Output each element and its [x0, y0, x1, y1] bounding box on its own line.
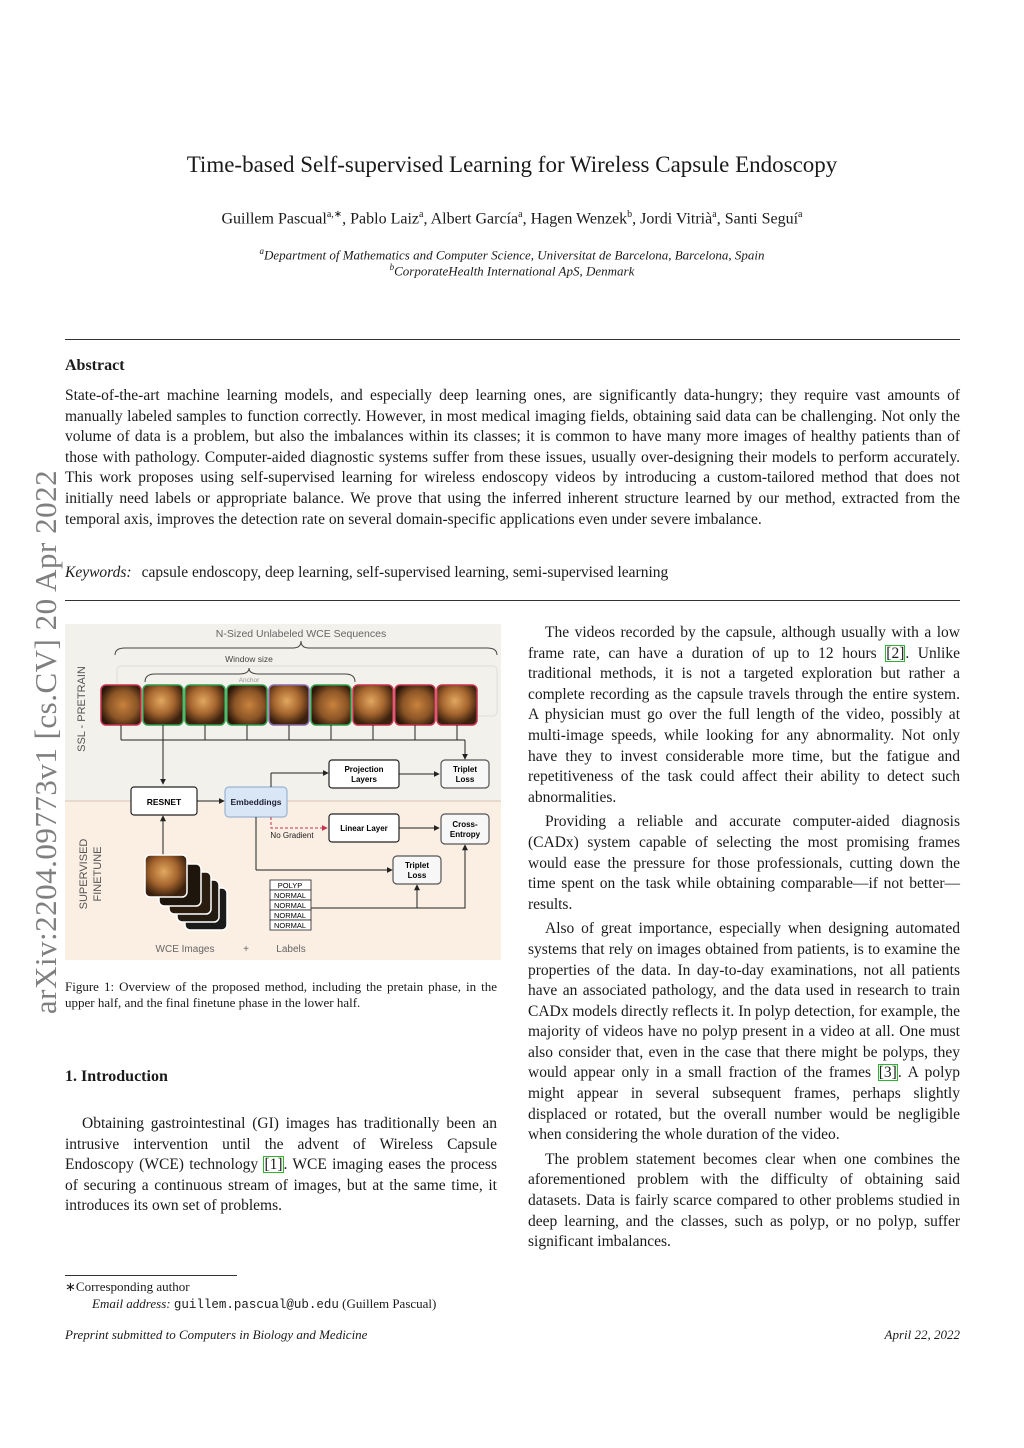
text-run: Obtaining gastrointestinal (GI) images has traditionally been an intrusive intervention until the advent of Wireless Capsule Endoscopy (WCE) technology [65, 1115, 497, 1174]
keywords-text: capsule endoscopy, deep learning, self-supervised learning, semi-supervised learning [141, 564, 669, 581]
finetune-label-2: FINETUNE [92, 846, 104, 902]
affiliation-text: Department of Mathematics and Computer Science, Universitat de Barcelona, Barcelona, Spain [263, 247, 765, 263]
wce-frame [185, 685, 225, 725]
plus-label: + [243, 944, 249, 955]
divider [65, 339, 960, 340]
text-run: . Unlike traditional methods, it is not a targeted exploration but rather a complete recording as the capsule travels through the entire system. A physician must go over the full length of the video, possibly at multi-image speeds, while looking for any abnormality. Not only have they to invest considerable more time, but the fatigue and repetitiveness of the task could affect their ability to detect such abnormalities. [528, 644, 960, 806]
author: Albert García [430, 210, 519, 228]
affiliation [0, 262, 1024, 279]
wce-frame [269, 685, 309, 725]
abstract-text: State-of-the-art machine learning models, and especially deep learning ones, are significantly data-hungry; they require vast amounts of manually labeled samples to function correctly. However, in most medical imaging fields, obtaining said data can be challenging. Not only the volume of data is a problem, but also the imbalances within its classes; it is common to have many more images of healthy patients than of those with pathology. Computer-aided diagnostic systems suffer from these issues, usually over-designing their models to perform accurately. This work proposes using self-supervised learning for wireless endoscopy videos by introducing a custom-tailored method that does not initially need labels or appropriate balance. We prove that using the inferred inherent structure learned by our method, extracted from the temporal axis, improves the detection rate on several domain-specific applications even under severe imbalance. [65, 387, 960, 528]
footer-date: April 22, 2022 [884, 1327, 960, 1342]
affiliation-text: CorporateHealth International ApS, Denmark [394, 263, 635, 279]
wce-frame [395, 685, 435, 725]
affiliation-sup: b [389, 262, 395, 272]
labels-list [270, 880, 311, 930]
wce-frame [101, 685, 141, 725]
projection-label-1: Projection [344, 765, 384, 774]
triplet-label-1b: Triplet [404, 861, 430, 870]
author: Guillem Pascual [221, 210, 327, 228]
footnote-corresponding: ∗Corresponding author [65, 1279, 190, 1294]
author-list: Guillem Pascual$^{a,∗}$, Pablo Laiz$^a$, Albert García$^a$, Hagen Wenzek$^b$, Jordi Vitrià$^a$, Santi Seguí$^a$ [221, 209, 803, 228]
wce-frame [143, 685, 183, 725]
text-run: The videos recorded by the capsule, although usually with a low frame rate, can have a duration of up to 12 hours [528, 624, 960, 662]
wce-frame-sequence [101, 685, 477, 725]
paragraph [528, 919, 960, 1146]
author: Jordi Vitrià [640, 210, 713, 228]
author-sup: a [518, 209, 523, 220]
no-gradient-label: No Gradient [270, 831, 314, 840]
paper-title: Time-based Self-supervised Learning for Wireless Capsule Endoscopy [186, 152, 838, 177]
cross-entropy-label-1: Cross- [452, 820, 478, 829]
citation-link[interactable]: [1] [264, 1156, 283, 1174]
paragraph: The problem statement becomes clear when one combines the aforementioned problem with the difficulty of obtaining said datasets. Data is fairly scarce compared to other problems studied in deep learning, and the classes, such as polyp, or no polyp, suffer significant imbalances. [528, 1150, 960, 1251]
window-size-label: Window size [225, 654, 273, 664]
author: Hagen Wenzek [530, 210, 628, 228]
author: Pablo Laiz [350, 210, 420, 228]
citation-link[interactable]: [2] [886, 644, 905, 662]
wce-frame [353, 685, 393, 725]
arxiv-identifier: arXiv:2204.09773v1 [cs.CV] 20 Apr 2022 [28, 469, 63, 1015]
label-item: POLYP [277, 881, 303, 890]
cross-entropy-box [441, 814, 489, 844]
wce-images-label: WCE Images [155, 944, 215, 955]
text-run: Also of great importance, especially when designing automated systems that rely on images obtained from patients, is to examine the properties of the data. In day-to-day examinations, not all patients have an associated pathology, and the data used in research to train CADx models directly reflects it. In polyp detection, for example, the majority of videos have no polyp present in a video at all. One must also consider that, even in the case that there might be polyps, they would appear only in a small fraction of the frames [528, 920, 960, 1082]
citation-link[interactable]: [3] [878, 1064, 897, 1082]
divider [65, 600, 960, 601]
figure-caption: Figure 1: Overview of the proposed method, including the pretain phase, in the upper half, and the final finetune phase in the lower half. [65, 979, 497, 1011]
label-item: NORMAL [273, 891, 307, 900]
left-column [65, 1114, 497, 1221]
footnote-divider [65, 1275, 237, 1276]
author: Santi Seguí [724, 210, 799, 228]
anchor-label: Anchor [238, 677, 260, 684]
sequences-label: N-Sized Unlabeled WCE Sequences [215, 628, 387, 640]
right-column [528, 623, 960, 1257]
triplet-label-2b: Loss [407, 871, 427, 880]
text-run: . A polyp might appear in several subsequent frames, perhaps slightly displaced or rotated, but the overall number would be negligible when considering the whole duration of the video. [528, 1064, 960, 1144]
keywords [65, 564, 668, 582]
wce-frame [311, 685, 351, 725]
paragraph [528, 623, 960, 808]
paragraph: Providing a reliable and accurate computer-aided diagnosis (CADx) system capable of selecting the most promising frames would ease the pressure for those professionals, cutting down the time spent on the task while obtaining comparable—if not better—results. [528, 813, 960, 913]
affiliation [0, 246, 1024, 263]
author-sup: a [419, 209, 424, 220]
footer-journal: Preprint submitted to Computers in Biology and Medicine [65, 1327, 368, 1342]
author-sup: a,∗ [326, 209, 343, 220]
resnet-label: RESNET [146, 797, 182, 807]
email-name: (Guillem Pascual) [342, 1296, 437, 1311]
projection-label-2: Layers [351, 775, 377, 784]
email-label: Email address: [92, 1296, 171, 1311]
email-address[interactable]: guillem.pascual@ub.edu [173, 1298, 339, 1312]
label-item: NORMAL [273, 911, 307, 920]
labels-label: Labels [276, 944, 306, 955]
label-item: NORMAL [273, 921, 307, 930]
method-diagram [65, 624, 501, 960]
wce-frame [437, 685, 477, 725]
footnote-email [92, 1296, 436, 1312]
author-sup: a [712, 209, 717, 220]
label-item: NORMAL [273, 901, 307, 910]
author-sup: b [627, 209, 633, 220]
paragraph [65, 1114, 497, 1217]
affiliation-sup: a [259, 246, 264, 256]
ssl-pretrain-label: SSL - PRETRAIN [76, 666, 88, 752]
linear-layer-label: Linear Layer [340, 824, 388, 833]
triplet-label-1: Triplet [452, 765, 478, 774]
wce-frame [227, 685, 267, 725]
triplet-label-2: Loss [455, 775, 475, 784]
keywords-label: Keywords: [65, 564, 132, 581]
author-sup: a [798, 209, 803, 220]
section-heading: 1. Introduction [65, 1068, 168, 1085]
finetune-label-1: SUPERVISED [78, 838, 90, 910]
abstract-heading: Abstract [65, 357, 125, 374]
cross-entropy-label-2: Entropy [449, 830, 481, 839]
embeddings-label: Embeddings [230, 797, 282, 807]
text-run: . WCE imaging eases the process of securing a continuous stream of images, but at the same time, it introduces its own set of problems. [65, 1156, 497, 1215]
figure-1 [65, 624, 501, 960]
